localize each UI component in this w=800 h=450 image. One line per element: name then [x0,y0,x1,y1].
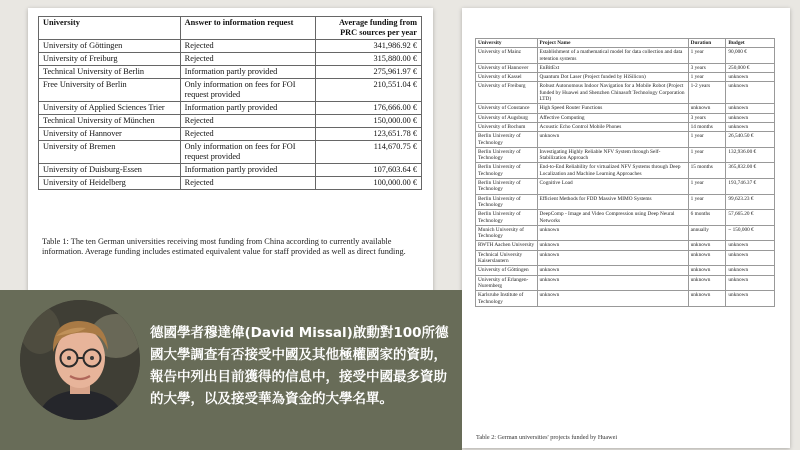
table2-cell: Efficient Methods for FDD Massive MIMO Systems [537,194,688,210]
table2-cell: Berlin University of Technology [476,132,538,148]
table2-cell: 26,540.50 € [726,132,775,148]
table2-document [462,8,790,448]
table2-cell: End-to-End Reliability for virtualized NFV Systems through Deep Localization and Machine Learning Approaches [537,163,688,179]
avatar [20,300,140,420]
table2-cell: unknown [726,104,775,113]
table2-cell: 365,832.00 € [726,163,775,179]
funding-table [38,16,422,190]
table2-cell: 1 year [688,147,726,163]
table2-cell: 57,665.20 € [726,210,775,226]
table1-cell: 341,986.92 € [316,40,422,53]
table2-cell: unknown [537,250,688,266]
table1-cell: Rejected [180,115,315,128]
table2-row [476,104,775,113]
table2-cell: unknown [537,275,688,291]
table2-cell: 250,000 € [726,63,775,72]
table2-cell: unknown [537,241,688,250]
table2-cell: University of Augsburg [476,113,538,122]
table1-cell: University of Heidelberg [39,177,181,190]
table2-header-duration: Duration [688,39,726,48]
table2-row [476,122,775,131]
table1-cell: 150,000.00 € [316,115,422,128]
table1-header-university: University [39,17,181,40]
table2-cell: DeepComp - Image and Video Compression using Deep Neural Networks [537,210,688,226]
table2-row [476,82,775,104]
table2-row [476,250,775,266]
table2-caption: Table 2: German universities' projects funded by Huawei [476,434,618,441]
table1-cell: Information partly provided [180,66,315,79]
table2-row [476,179,775,195]
table2-cell: 99,623.23 € [726,194,775,210]
table2-cell: University of Freiburg [476,82,538,104]
table1-cell: Information partly provided [180,102,315,115]
table1-cell: Rejected [180,128,315,141]
table1-document [28,8,433,308]
table1-cell: Technical University of München [39,115,181,128]
table1-cell: Free University of Berlin [39,79,181,102]
table2-cell: 15 months [688,163,726,179]
table2-header-row [476,39,775,48]
table2-row [476,210,775,226]
table2-cell: unknown [537,266,688,275]
table1-body [39,40,422,190]
table2-cell: Acoustic Echo Control Mobile Phones [537,122,688,131]
table2-cell: University of Göttingen [476,266,538,275]
table1-row [39,79,422,102]
table2-row [476,291,775,307]
table2-cell: unknown [726,113,775,122]
table1-cell: Information partly provided [180,164,315,177]
table1-cell: University of Hannover [39,128,181,141]
table1-cell: 275,961.97 € [316,66,422,79]
table2-cell: 6 months [688,210,726,226]
table1-cell: Only information on fees for FOI request provided [180,79,315,102]
table2-row [476,113,775,122]
table2-row [476,73,775,82]
table2-cell: unknown [537,132,688,148]
table2-cell: 1 year [688,132,726,148]
table2-header-university: University [476,39,538,48]
table2-cell: Munich University of Technology [476,225,538,241]
table2-cell: unknown [688,104,726,113]
table2-cell: University of Kassel [476,73,538,82]
table2-row [476,132,775,148]
table2-row [476,48,775,64]
table2-cell: unknown [726,275,775,291]
table1-row [39,177,422,190]
table2-cell: unknown [726,82,775,104]
table2-cell: 193,746.37 € [726,179,775,195]
table2-cell: Berlin University of Technology [476,147,538,163]
table2-cell: unknown [688,291,726,307]
table2-cell: 1-2 years [688,82,726,104]
table1-cell: 114,670.75 € [316,141,422,164]
table1-row [39,141,422,164]
table2-row [476,163,775,179]
table1-cell: 107,603.64 € [316,164,422,177]
table2-cell: unknown [688,275,726,291]
table2-cell: High Speed Router Functions [537,104,688,113]
table2-cell: EnBitExt [537,63,688,72]
table2-cell: 90,000 € [726,48,775,64]
table2-cell: unknown [688,266,726,275]
table2-header-budget: Budget [726,39,775,48]
table2-cell: Investigating Highly Reliable NFV System through Self-Stabilization Approach [537,147,688,163]
table2-cell: unknown [688,241,726,250]
table2-row [476,225,775,241]
table1-header-row [39,17,422,40]
table2-row [476,147,775,163]
table1-row [39,66,422,79]
table2-header-project: Project Name [537,39,688,48]
table1-cell: University of Bremen [39,141,181,164]
table1-row [39,115,422,128]
table1-row [39,164,422,177]
portrait-image [20,300,140,420]
table2-cell: 1 year [688,73,726,82]
table2-cell: unknown [726,266,775,275]
table2-cell: 1 year [688,194,726,210]
table1-cell: 123,651.78 € [316,128,422,141]
table1-row [39,40,422,53]
table1-cell: Technical University of Berlin [39,66,181,79]
table2-cell: University of Bochum [476,122,538,131]
table2-cell: unknown [726,122,775,131]
table2-cell: Berlin University of Technology [476,210,538,226]
table1-cell: Rejected [180,40,315,53]
table1-cell: 315,880.00 € [316,53,422,66]
table2-cell: Quantum Dot Laser (Project funded by HiSilicon) [537,73,688,82]
table2-cell: unknown [726,241,775,250]
table2-cell: Technical University Kaiserslautern [476,250,538,266]
table1-cell: 210,551.04 € [316,79,422,102]
table2-cell: University of Constance [476,104,538,113]
table2-cell: Karlsruhe Institute of Technology [476,291,538,307]
table1-cell: University of Applied Sciences Trier [39,102,181,115]
table2-cell: unknown [537,291,688,307]
table2-cell: unknown [726,291,775,307]
table2-cell: University of Hannover [476,63,538,72]
table1-cell: University of Göttingen [39,40,181,53]
table2-cell: 3 years [688,63,726,72]
table1-cell: University of Duisburg-Essen [39,164,181,177]
table2-cell: unknown [688,250,726,266]
table1-row [39,53,422,66]
table2-cell: ~ 150,000 € [726,225,775,241]
table2-cell: Robust Autonomous Indoor Navigation for a Mobile Robot (Project funded by Huawei and Shenzhen Chinasoft Technology Corporation LTD) [537,82,688,104]
table2-cell: Affective Computing [537,113,688,122]
table1-cell: 176,666.00 € [316,102,422,115]
table2-cell: 132,936.00 € [726,147,775,163]
table2-cell: unknown [726,73,775,82]
table2-row [476,275,775,291]
table2-cell: University of Mainz [476,48,538,64]
table2-row [476,241,775,250]
table2-cell: Berlin University of Technology [476,163,538,179]
table2-cell: 1 year [688,179,726,195]
table2-cell: Establishment of a mathematical model for data collection and data retention systems [537,48,688,64]
table1-cell: Rejected [180,53,315,66]
table1-row [39,102,422,115]
table1-cell: University of Freiburg [39,53,181,66]
table2-cell: Berlin University of Technology [476,179,538,195]
table2-cell: unknown [537,225,688,241]
table2-body [476,48,775,307]
table1-cell: Only information on fees for FOI request provided [180,141,315,164]
table1-header-answer: Answer to information request [180,17,315,40]
table2-cell: 3 years [688,113,726,122]
table2-cell: 14 months [688,122,726,131]
table2-cell: RWTH Aachen University [476,241,538,250]
table2-cell: unknown [726,250,775,266]
table1-row [39,128,422,141]
table2-cell: annually [688,225,726,241]
quote-text: 德國學者穆達偉(David Missal)啟動對100所德國大學調查有否接受中國及其他極權國家的資助，報告中列出目前獲得的信息中，接受中國最多資助的大學，以及接受華為資金的大學名單。 [150,325,449,407]
table2-row [476,63,775,72]
table1-caption: Table 1: The ten German universities receiving most funding from China according to currently available information. Average funding includes estimated equivalent value for staff provided as well as direct funding. [42,237,406,256]
table1-header-funding: Average funding from PRC sources per year [316,17,422,40]
huawei-projects-table [475,38,775,307]
table2-row [476,266,775,275]
table2-cell: Berlin University of Technology [476,194,538,210]
table1-cell: 100,000.00 € [316,177,422,190]
table2-cell: Cognitive Load [537,179,688,195]
table2-cell: University of Erlangen-Nuremberg [476,275,538,291]
table2-cell: 1 year [688,48,726,64]
table2-row [476,194,775,210]
table1-cell: Rejected [180,177,315,190]
